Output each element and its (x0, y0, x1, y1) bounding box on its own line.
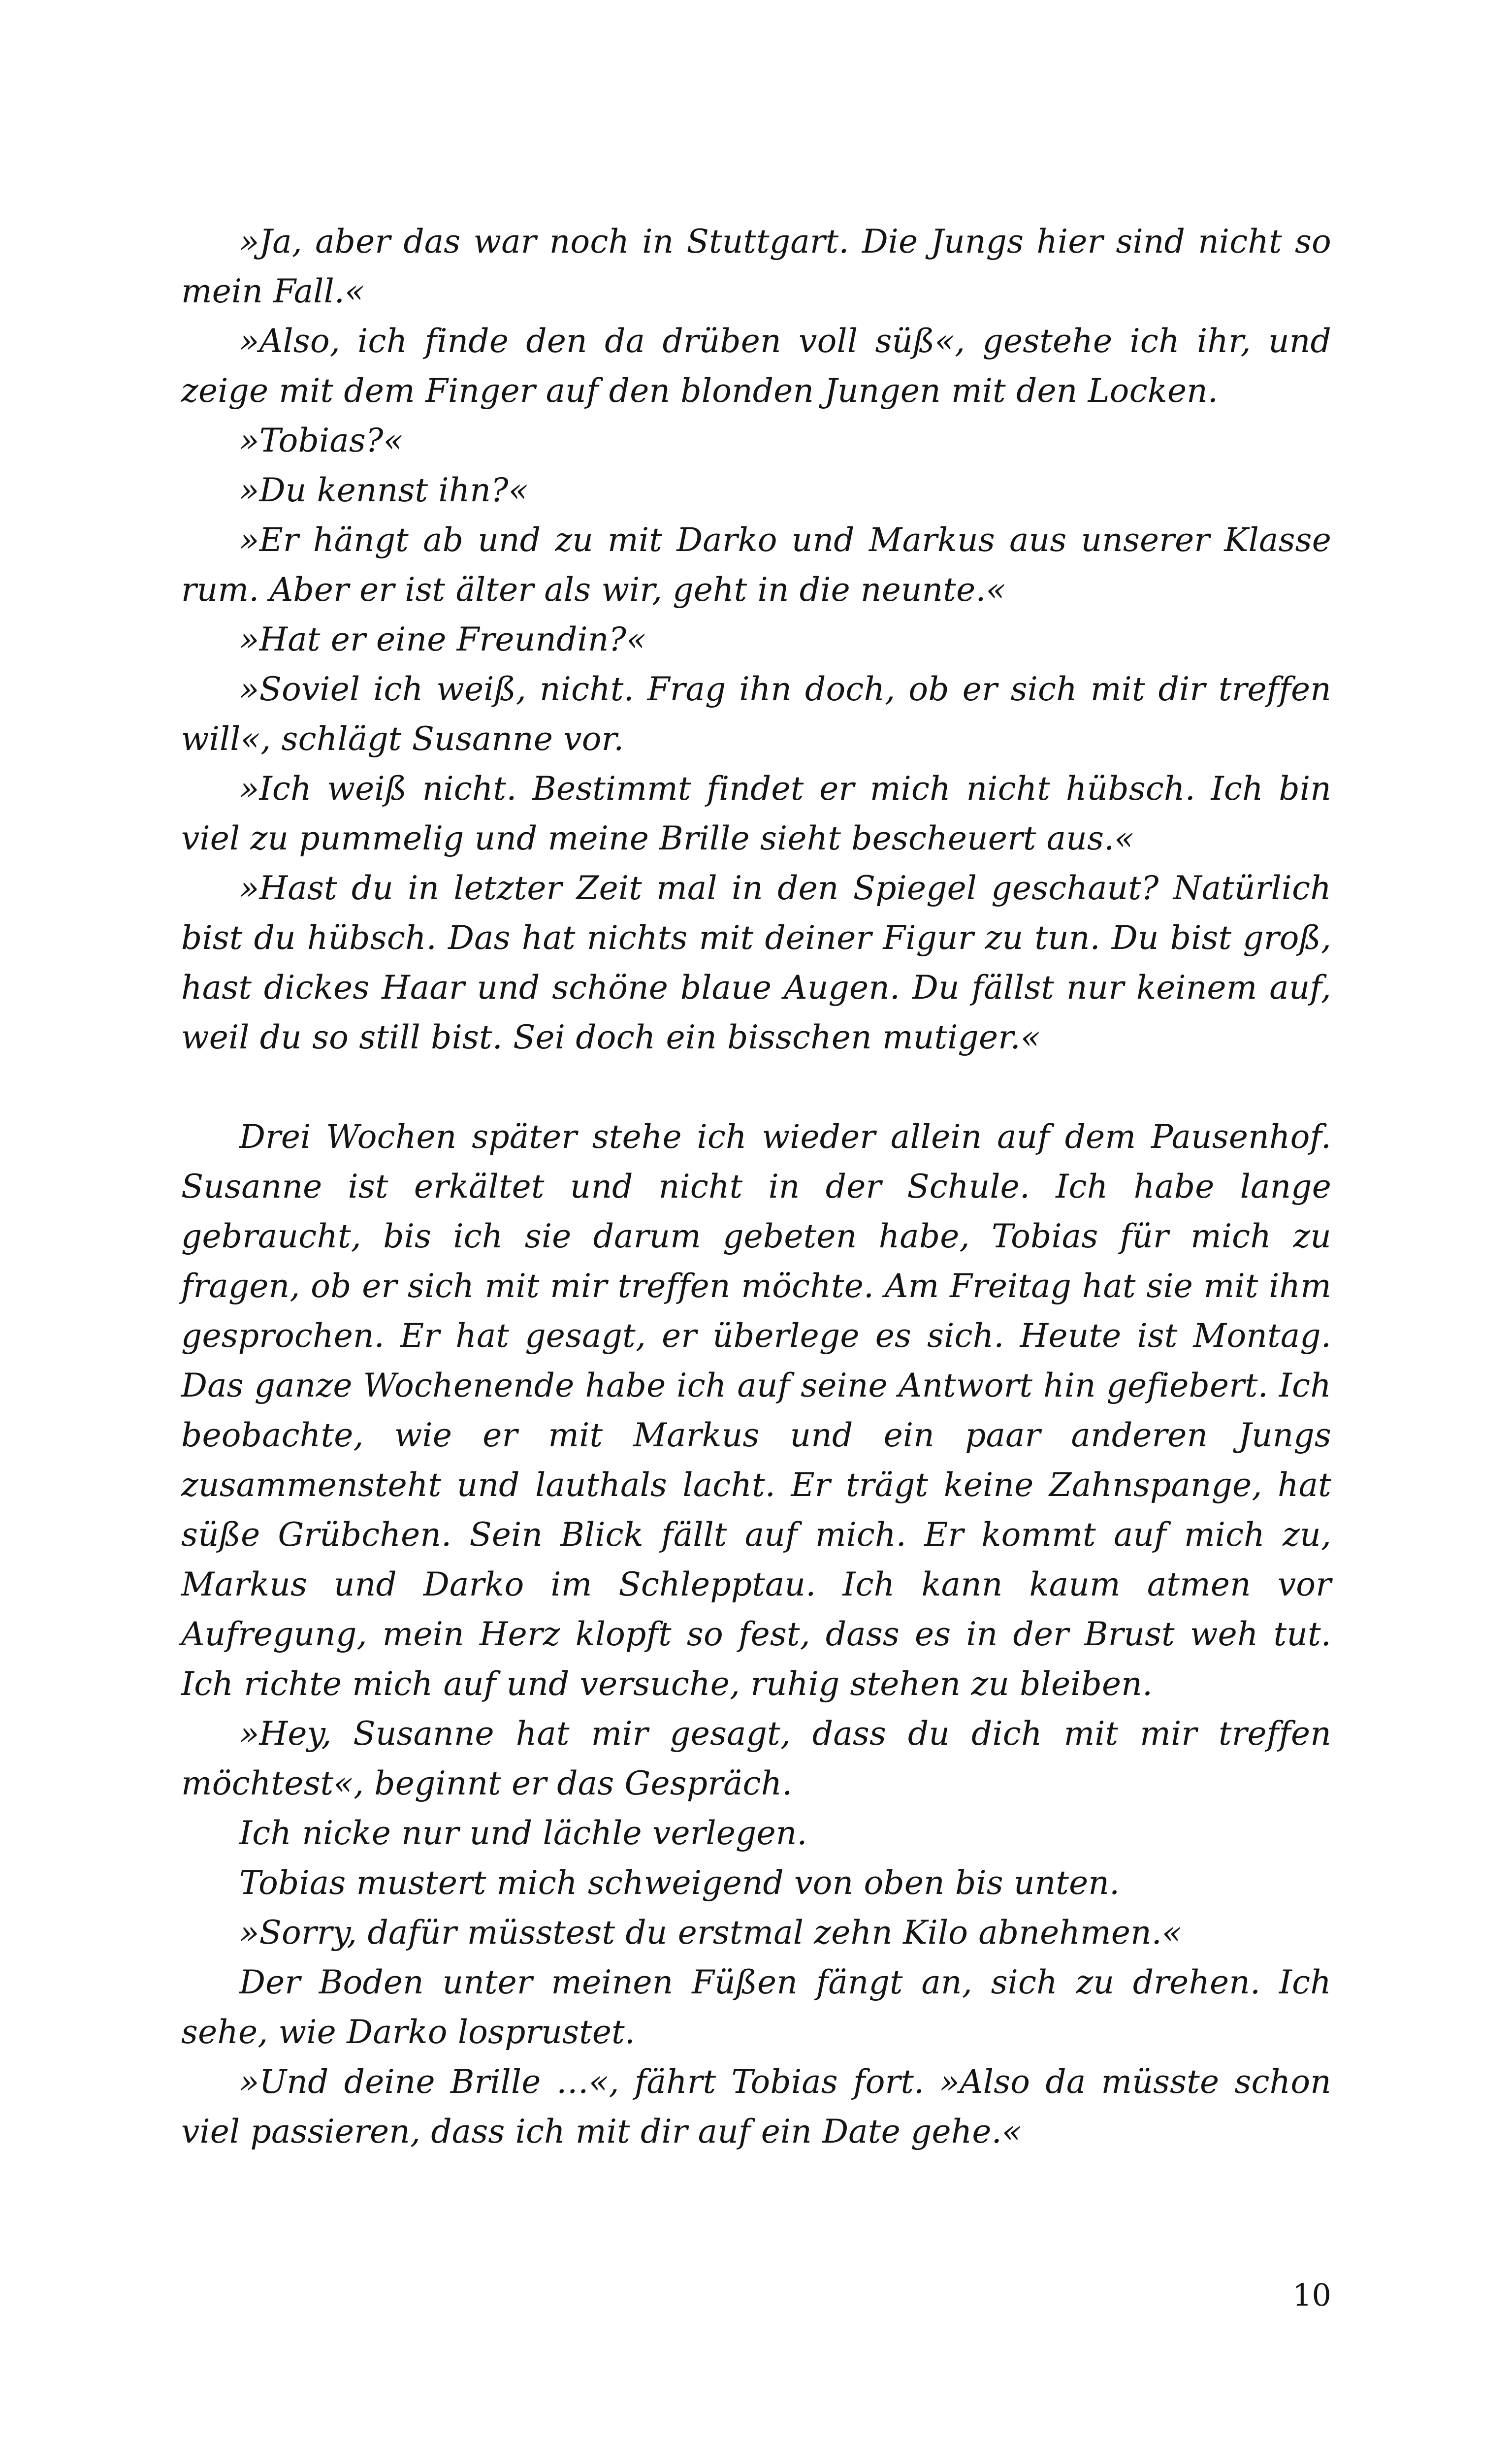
paragraph-scene-break: Drei Wochen später stehe ich wieder allein auf dem Pausenhof. Susanne ist erkältet und nicht in der Schule. Ich habe lange gebraucht, bis ich sie darum gebeten habe, Tobias für mich zu fragen, ob er sich mit mir treffen möchte. Am Freitag hat sie mit ihm gesprochen. Er hat gesagt, er überlege es sich. Heute ist Montag. Das ganze Wochenende habe ich auf seine Antwort hin gefiebert. Ich beobachte, wie er mit Markus und ein paar anderen Jungs zusammensteht und lauthals lacht. Er trägt keine Zahnspange, hat süße Grübchen. Sein Blick fällt auf mich. Er kommt auf mich zu, Markus und Darko im Schlepptau. Ich kann kaum atmen vor Aufregung, mein Herz klopft so fest, dass es in der Brust weh tut. Ich richte mich auf und versuche, ruhig stehen zu bleiben. (181, 1118, 1331, 1703)
paragraph: »Hey, Susanne hat mir gesagt, dass du dich mit mir treffen möchtest«, beginnt er das Gespräch. (181, 1715, 1331, 1802)
paragraph: »Also, ich finde den da drüben voll süß«, gestehe ich ihr, und zeige mit dem Finger auf den blonden Jungen mit den Locken. (181, 322, 1331, 410)
paragraph: »Sorry, dafür müsstest du erstmal zehn Kilo abnehmen.« (239, 1914, 1182, 1952)
paragraph: »Er hängt ab und zu mit Darko und Markus aus unserer Klasse rum. Aber er ist älter als wir, geht in die neunte.« (181, 521, 1331, 609)
paragraph: Der Boden unter meinen Füßen fängt an, sich zu drehen. Ich sehe, wie Darko losprustet. (181, 1963, 1331, 2051)
page-number: 10 (1292, 2277, 1331, 2313)
paragraph: »Du kennst ihn?« (239, 471, 529, 509)
body-text (181, 217, 1331, 2156)
paragraph: »Tobias?« (239, 422, 404, 459)
paragraph: Tobias mustert mich schweigend von oben bis unten. (239, 1864, 1120, 1902)
paragraph: »Hast du in letzter Zeit mal in den Spiegel geschaut? Natürlich bist du hübsch. Das hat nichts mit deiner Figur zu tun. Du bist groß, hast dickes Haar und schöne blaue Augen. Du fällst nur keinem auf, weil du so still bist. Sei doch ein bisschen mutiger.« (181, 869, 1331, 1056)
paragraph: »Ja, aber das war noch in Stuttgart. Die Jungs hier sind nicht so mein Fall.« (181, 223, 1331, 310)
paragraph: »Hat er eine Freundin?« (239, 620, 646, 658)
paragraph: »Ich weiß nicht. Bestimmt findet er mich nicht hübsch. Ich bin viel zu pummelig und meine Brille sieht bescheuert aus.« (181, 770, 1331, 857)
paragraph: Ich nicke nur und lächle verlegen. (239, 1814, 807, 1852)
paragraph: »Und deine Brille …«, fährt Tobias fort. »Also da müsste schon viel passieren, dass ich mit dir auf ein Date gehe.« (181, 2063, 1331, 2150)
paragraph: »Soviel ich weiß, nicht. Frag ihn doch, ob er sich mit dir treffen will«, schlägt Susanne vor. (181, 670, 1331, 758)
